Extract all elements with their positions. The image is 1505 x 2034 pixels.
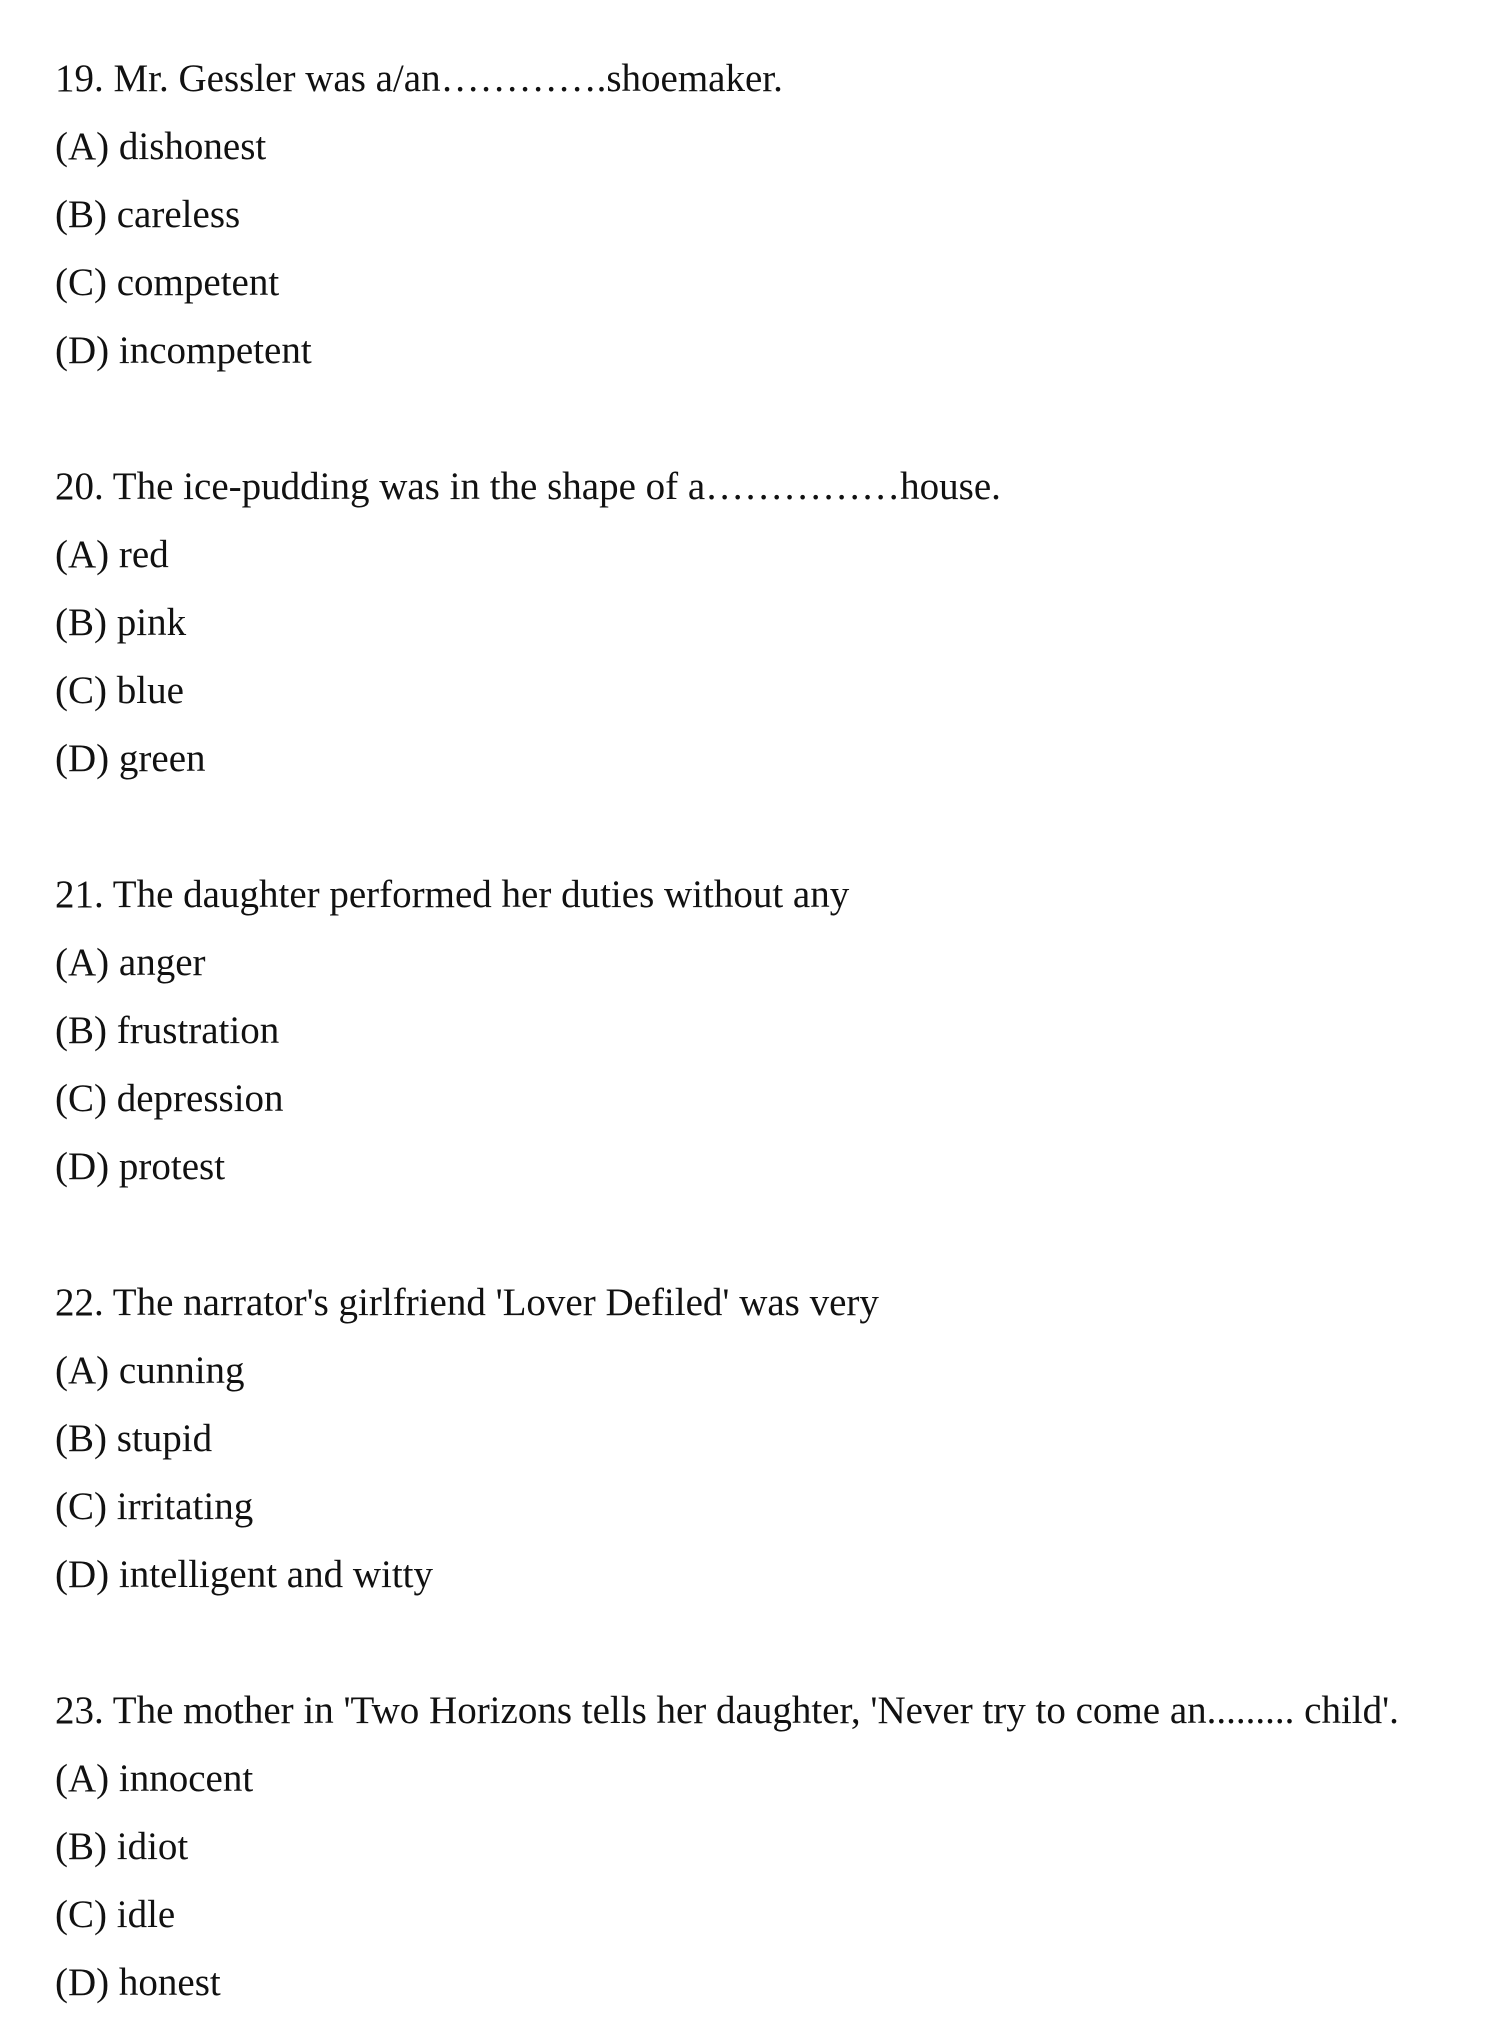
option-letter: (B) [55, 1417, 107, 1460]
option-letter: (D) [55, 1961, 110, 2004]
option-letter: (A) [55, 125, 110, 168]
option-text: careless [116, 193, 241, 236]
option-text: blue [116, 669, 184, 712]
option-letter: (B) [55, 1009, 107, 1052]
option-text: pink [116, 601, 187, 644]
option-a [55, 521, 1505, 589]
option-b [55, 1405, 1505, 1473]
option-c [55, 1473, 1505, 1541]
option-text: green [118, 737, 206, 780]
question-text: 22. The narrator's girlfriend 'Lover Defiled' was very [55, 1281, 879, 1324]
option-text: idle [116, 1893, 176, 1936]
option-a [55, 929, 1505, 997]
option-a [55, 1337, 1505, 1405]
option-c [55, 249, 1505, 317]
option-letter: (A) [55, 941, 110, 984]
option-b [55, 589, 1505, 657]
option-letter: (B) [55, 193, 107, 236]
option-d [55, 725, 1505, 793]
option-a [55, 113, 1505, 181]
option-letter: (C) [55, 1893, 107, 1936]
option-letter: (D) [55, 737, 110, 780]
question-22 [55, 1269, 1505, 1609]
option-letter: (A) [55, 1757, 110, 1800]
option-text: red [118, 533, 169, 576]
option-text: cunning [118, 1349, 245, 1392]
option-letter: (B) [55, 1825, 107, 1868]
question-text: 23. The mother in 'Two Horizons tells her daughter, 'Never try to come an......... child'. [55, 1689, 1399, 1732]
option-c [55, 657, 1505, 725]
question-text: 21. The daughter performed her duties without any [55, 873, 850, 916]
option-b [55, 181, 1505, 249]
option-text: competent [116, 261, 280, 304]
option-d [55, 1949, 1505, 2017]
option-text: dishonest [118, 125, 267, 168]
option-text: idiot [116, 1825, 189, 1868]
option-c [55, 1065, 1505, 1133]
option-text: incompetent [118, 329, 312, 372]
option-text: frustration [116, 1009, 280, 1052]
option-d [55, 1133, 1505, 1201]
option-d [55, 317, 1505, 385]
option-text: innocent [118, 1757, 254, 1800]
option-letter: (D) [55, 1553, 110, 1596]
question-23 [55, 1677, 1505, 2017]
option-letter: (D) [55, 329, 110, 372]
option-text: depression [116, 1077, 284, 1120]
option-letter: (C) [55, 261, 107, 304]
option-d [55, 1541, 1505, 1609]
option-text: honest [118, 1961, 221, 2004]
option-text: intelligent and witty [118, 1553, 434, 1596]
option-letter: (A) [55, 1349, 110, 1392]
option-a [55, 1745, 1505, 1813]
option-letter: (A) [55, 533, 110, 576]
option-letter: (C) [55, 669, 107, 712]
question-21 [55, 861, 1505, 1201]
option-letter: (C) [55, 1077, 107, 1120]
option-letter: (C) [55, 1485, 107, 1528]
option-letter: (D) [55, 1145, 110, 1188]
option-letter: (B) [55, 601, 107, 644]
question-text: 20. The ice-pudding was in the shape of a……………house. [55, 465, 1001, 508]
option-text: irritating [116, 1485, 254, 1528]
question-19 [55, 45, 1505, 385]
option-b [55, 997, 1505, 1065]
question-text: 19. Mr. Gessler was a/an………….shoemaker. [55, 57, 783, 100]
option-text: stupid [116, 1417, 213, 1460]
option-text: anger [118, 941, 206, 984]
option-b [55, 1813, 1505, 1881]
option-c [55, 1881, 1505, 1949]
option-text: protest [118, 1145, 226, 1188]
question-20 [55, 453, 1505, 793]
